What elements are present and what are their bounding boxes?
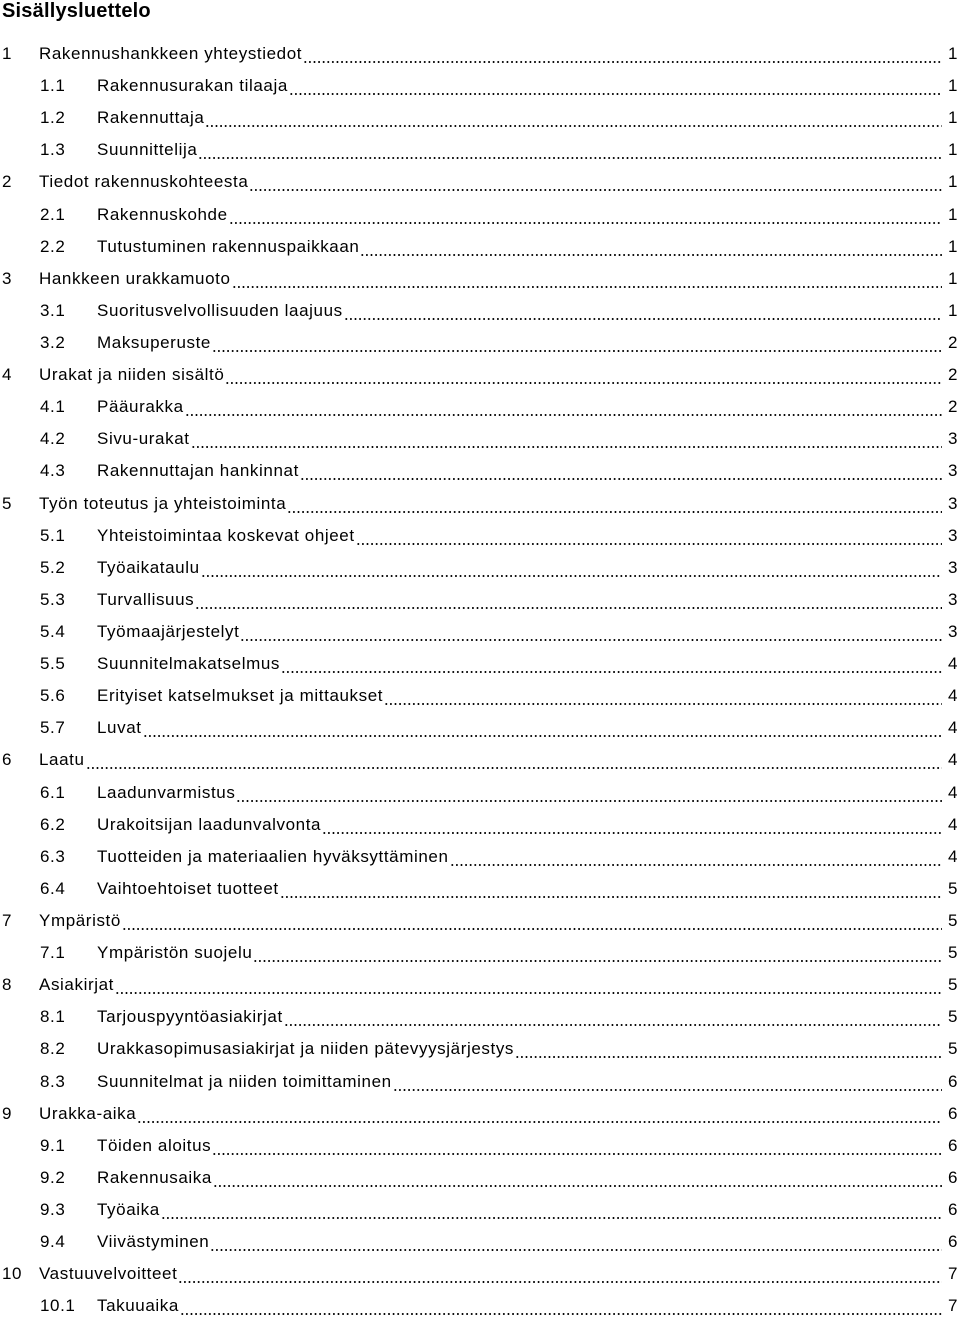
toc-entry-number: 10.1 xyxy=(40,1296,76,1316)
dot-leader xyxy=(198,146,942,160)
toc-entry-number: 4 xyxy=(2,365,13,385)
toc-entry-page-number: 1 xyxy=(947,76,958,96)
toc-entry[interactable] xyxy=(0,969,960,1001)
toc-entry-label: Rakennusaika xyxy=(97,1167,212,1187)
toc-entry[interactable] xyxy=(0,263,960,295)
toc-entry-page-number: 4 xyxy=(947,814,958,834)
toc-entry-label: Takuuaika xyxy=(97,1296,179,1316)
dot-leader xyxy=(86,756,942,770)
toc-entry-number: 2.2 xyxy=(40,236,66,256)
toc-entry-label: Suunnitelmat ja niiden toimittaminen xyxy=(97,1071,392,1091)
dot-leader xyxy=(137,1110,942,1124)
toc-entry[interactable] xyxy=(0,905,960,937)
toc-entry[interactable] xyxy=(0,520,960,552)
toc-entry-label: Suoritusvelvollisuuden laajuus xyxy=(97,300,343,320)
toc-entry[interactable] xyxy=(0,552,960,584)
toc-entry[interactable] xyxy=(0,937,960,969)
dot-leader xyxy=(360,243,942,257)
dot-leader xyxy=(210,1238,942,1252)
toc-entry-label: Ympäristön suojelu xyxy=(97,943,253,963)
toc-entry-page-number: 4 xyxy=(947,750,958,770)
dot-leader xyxy=(393,1078,942,1092)
toc-entry[interactable] xyxy=(0,1162,960,1194)
toc-entry[interactable] xyxy=(0,584,960,616)
toc-entry-label: Rakennuttaja xyxy=(97,108,205,128)
toc-entry-page-number: 3 xyxy=(947,429,958,449)
toc-entry-page-number: 1 xyxy=(947,268,958,288)
dot-leader xyxy=(240,628,942,642)
toc-entry-page-number: 1 xyxy=(947,44,958,64)
toc-entry[interactable] xyxy=(0,1033,960,1065)
toc-entry-number: 1 xyxy=(2,44,13,64)
toc-entry-label: Hankkeen urakkamuoto xyxy=(39,268,231,288)
toc-entry-page-number: 4 xyxy=(947,686,958,706)
toc-entry-label: Luvat xyxy=(97,718,142,738)
toc-entry-page-number: 5 xyxy=(947,911,958,930)
toc-entry-label: Turvallisuus xyxy=(97,589,195,609)
toc-entry-page-number: 4 xyxy=(947,782,958,802)
toc-entry-page-number: 6 xyxy=(947,1071,958,1091)
toc-entry-number: 6.1 xyxy=(40,782,66,802)
toc-entry[interactable] xyxy=(0,166,960,198)
toc-entry-page-number: 3 xyxy=(947,493,958,513)
toc-entry-label: Laadunvarmistus xyxy=(97,782,236,802)
toc-entry[interactable] xyxy=(0,712,960,744)
toc-entry-page-number: 5 xyxy=(947,975,958,995)
toc-entry-page-number: 1 xyxy=(947,236,958,256)
dot-leader xyxy=(236,789,942,803)
dot-leader xyxy=(287,500,942,514)
toc-entry[interactable] xyxy=(0,134,960,166)
dot-leader xyxy=(201,564,942,578)
toc-entry-page-number: 1 xyxy=(947,172,958,192)
toc-entry-number: 5 xyxy=(2,493,13,513)
toc-entry-page-number: 2 xyxy=(947,397,958,417)
toc-entry-number: 4.1 xyxy=(40,397,66,417)
toc-entry-number: 6.3 xyxy=(40,846,66,866)
toc-entry-number: 6.2 xyxy=(40,814,66,834)
toc-entry[interactable] xyxy=(0,199,960,231)
toc-entry[interactable] xyxy=(0,1258,960,1290)
toc-entry-label: Työaika xyxy=(97,1199,160,1219)
toc-entry-page-number: 5 xyxy=(947,943,958,963)
toc-entry-label: Urakat ja niiden sisältö xyxy=(39,365,225,385)
dot-leader xyxy=(229,211,942,225)
toc-entry-number: 3.2 xyxy=(40,333,66,353)
dot-leader xyxy=(249,178,942,192)
toc-entry-number: 6.4 xyxy=(40,878,66,898)
toc-entry-label: Pääurakka xyxy=(97,397,184,417)
dot-leader xyxy=(178,1270,942,1284)
toc-entry-page-number: 1 xyxy=(947,204,958,224)
toc-entry-page-number: 7 xyxy=(947,1296,958,1316)
toc-entry[interactable] xyxy=(0,231,960,263)
dot-leader xyxy=(284,1013,942,1027)
toc-entry-label: Vaihtoehtoiset tuotteet xyxy=(97,878,279,898)
toc-entry[interactable] xyxy=(0,391,960,423)
toc-entry-page-number: 6 xyxy=(947,1103,958,1123)
dot-leader xyxy=(515,1045,942,1059)
toc-entry-label: Työaikataulu xyxy=(97,557,200,577)
toc-entry[interactable] xyxy=(0,777,960,809)
toc-entry-label: Maksuperuste xyxy=(97,333,211,353)
toc-entry-label: Urakka-aika xyxy=(39,1103,137,1123)
toc-entry-page-number: 3 xyxy=(947,589,958,609)
toc-entry-page-number: 4 xyxy=(947,718,958,738)
toc-entry-number: 9.4 xyxy=(40,1232,66,1252)
toc-entry-number: 4.2 xyxy=(40,429,66,449)
toc-entry[interactable] xyxy=(0,1226,960,1258)
toc-entry[interactable] xyxy=(0,70,960,102)
dot-leader xyxy=(143,724,942,738)
toc-entry-label: Rakennushankkeen yhteystiedot xyxy=(39,44,303,64)
toc-entry-number: 1.2 xyxy=(40,108,66,128)
toc-entry-label: Rakennusurakan tilaaja xyxy=(97,76,288,96)
toc-entry[interactable] xyxy=(0,488,960,520)
toc-entry-number: 8 xyxy=(2,975,13,995)
toc-entry[interactable] xyxy=(0,327,960,359)
toc-entry-label: Tuotteiden ja materiaalien hyväksyttäminen xyxy=(97,846,449,866)
toc-entry-page-number: 6 xyxy=(947,1135,958,1155)
toc-entry-label: Tutustuminen rakennuspaikkaan xyxy=(97,236,360,256)
dot-leader xyxy=(356,532,942,546)
toc-entry[interactable] xyxy=(0,38,960,70)
toc-entry[interactable] xyxy=(0,1194,960,1226)
dot-leader xyxy=(161,1206,942,1220)
toc-entry-label: Vastuuvelvoitteet xyxy=(39,1264,178,1284)
toc-entry-label: Sivu-urakat xyxy=(97,429,190,449)
dot-leader xyxy=(213,1174,942,1188)
toc-entry[interactable] xyxy=(0,102,960,134)
dot-leader xyxy=(195,596,942,610)
toc-entry-page-number: 3 xyxy=(947,525,958,545)
toc-entry-page-number: 4 xyxy=(947,654,958,674)
toc-entry-label: Töiden aloitus xyxy=(97,1135,212,1155)
dot-leader xyxy=(253,949,942,963)
toc-entry-number: 8.2 xyxy=(40,1039,66,1059)
toc-entry-page-number: 7 xyxy=(947,1264,958,1284)
dot-leader xyxy=(344,307,942,321)
toc-entry-label: Laatu xyxy=(39,750,85,770)
toc-entry[interactable] xyxy=(0,455,960,487)
toc-entry-label: Asiakirjat xyxy=(39,975,114,995)
toc-entry-number: 1.3 xyxy=(40,140,66,160)
toc-entry[interactable] xyxy=(0,744,960,776)
toc-entry-number: 2 xyxy=(2,172,13,192)
toc-entry-label: Tarjouspyyntöasiakirjat xyxy=(97,1007,283,1027)
dot-leader xyxy=(115,981,942,995)
dot-leader xyxy=(212,1142,942,1156)
toc-entry-page-number: 2 xyxy=(947,333,958,353)
toc-entry-number: 9.1 xyxy=(40,1135,66,1155)
toc-entry-label: Työn toteutus ja yhteistoiminta xyxy=(39,493,287,513)
toc-entry-number: 8.3 xyxy=(40,1071,66,1091)
toc-entry-label: Ympäristö xyxy=(39,911,121,930)
dot-leader xyxy=(212,339,942,353)
toc-entry-page-number: 3 xyxy=(947,557,958,577)
dot-leader xyxy=(384,692,942,706)
toc-entry-page-number: 6 xyxy=(947,1167,958,1187)
toc-entry[interactable] xyxy=(0,873,960,905)
dot-leader xyxy=(303,50,942,64)
toc-entry-label: Työmaajärjestelyt xyxy=(97,622,240,642)
toc-entry-number: 3 xyxy=(2,268,13,288)
toc-entry-label: Viivästyminen xyxy=(97,1232,210,1252)
toc-entry-number: 6 xyxy=(2,750,13,770)
table-of-contents xyxy=(0,38,960,1322)
toc-entry-number: 10 xyxy=(2,1264,23,1284)
toc-entry-label: Suunnitelmakatselmus xyxy=(97,654,281,674)
toc-entry-label: Erityiset katselmukset ja mittaukset xyxy=(97,686,384,706)
toc-entry-page-number: 1 xyxy=(947,140,958,160)
toc-entry-page-number: 5 xyxy=(947,878,958,898)
toc-entry-number: 9.3 xyxy=(40,1199,66,1219)
toc-entry-label: Urakkasopimusasiakirjat ja niiden pätevyysjärjestys xyxy=(97,1039,515,1059)
toc-entry-page-number: 5 xyxy=(947,1039,958,1059)
toc-entry[interactable] xyxy=(0,1130,960,1162)
toc-entry-number: 5.6 xyxy=(40,686,66,706)
dot-leader xyxy=(185,403,942,417)
toc-entry-number: 5.3 xyxy=(40,589,66,609)
toc-entry[interactable] xyxy=(0,648,960,680)
toc-entry-page-number: 3 xyxy=(947,622,958,642)
toc-entry[interactable] xyxy=(0,680,960,712)
toc-entry-number: 9 xyxy=(2,1103,13,1123)
toc-entry[interactable] xyxy=(0,809,960,841)
toc-entry-number: 7.1 xyxy=(40,943,66,963)
toc-entry-number: 3.1 xyxy=(40,300,66,320)
toc-entry[interactable] xyxy=(0,1290,960,1322)
dot-leader xyxy=(180,1302,942,1316)
toc-entry[interactable] xyxy=(0,295,960,327)
toc-entry[interactable] xyxy=(0,359,960,391)
toc-entry-number: 5.5 xyxy=(40,654,66,674)
dot-leader xyxy=(281,660,942,674)
toc-entry[interactable] xyxy=(0,841,960,873)
toc-entry-label: Rakennuttajan hankinnat xyxy=(97,461,299,481)
toc-entry-number: 1.1 xyxy=(40,76,66,96)
toc-entry-number: 2.1 xyxy=(40,204,66,224)
toc-entry-number: 5.4 xyxy=(40,622,66,642)
dot-leader xyxy=(232,275,942,289)
toc-entry[interactable] xyxy=(0,616,960,648)
dot-leader xyxy=(122,917,942,931)
toc-entry-page-number: 1 xyxy=(947,108,958,128)
toc-entry-number: 8.1 xyxy=(40,1007,66,1027)
toc-entry-page-number: 4 xyxy=(947,846,958,866)
toc-entry[interactable] xyxy=(0,423,960,455)
toc-entry-label: Rakennuskohde xyxy=(97,204,228,224)
toc-entry-label: Urakoitsijan laadunvalvonta xyxy=(97,814,322,834)
toc-title: Sisällysluettelo xyxy=(2,0,151,22)
toc-entry-page-number: 3 xyxy=(947,461,958,481)
toc-entry-number: 4.3 xyxy=(40,461,66,481)
toc-entry-number: 5.1 xyxy=(40,525,66,545)
dot-leader xyxy=(225,371,942,385)
dot-leader xyxy=(280,885,942,899)
dot-leader xyxy=(300,467,942,481)
toc-entry-label: Suunnittelija xyxy=(97,140,198,160)
toc-entry-number: 9.2 xyxy=(40,1167,66,1187)
toc-entry[interactable] xyxy=(0,1001,960,1033)
toc-entry[interactable] xyxy=(0,1098,960,1130)
dot-leader xyxy=(450,853,942,867)
toc-entry-page-number: 6 xyxy=(947,1232,958,1252)
dot-leader xyxy=(289,82,942,96)
toc-entry-number: 5.2 xyxy=(40,557,66,577)
toc-entry-number: 7 xyxy=(2,911,13,930)
toc-entry-page-number: 6 xyxy=(947,1199,958,1219)
dot-leader xyxy=(322,821,942,835)
toc-entry[interactable] xyxy=(0,1066,960,1098)
toc-entry-page-number: 2 xyxy=(947,365,958,385)
toc-entry-label: Tiedot rakennuskohteesta xyxy=(39,172,249,192)
toc-entry-number: 5.7 xyxy=(40,718,66,738)
toc-entry-page-number: 1 xyxy=(947,300,958,320)
toc-entry-label: Yhteistoimintaa koskevat ohjeet xyxy=(97,525,355,545)
toc-entry-page-number: 5 xyxy=(947,1007,958,1027)
dot-leader xyxy=(191,435,942,449)
dot-leader xyxy=(205,114,942,128)
